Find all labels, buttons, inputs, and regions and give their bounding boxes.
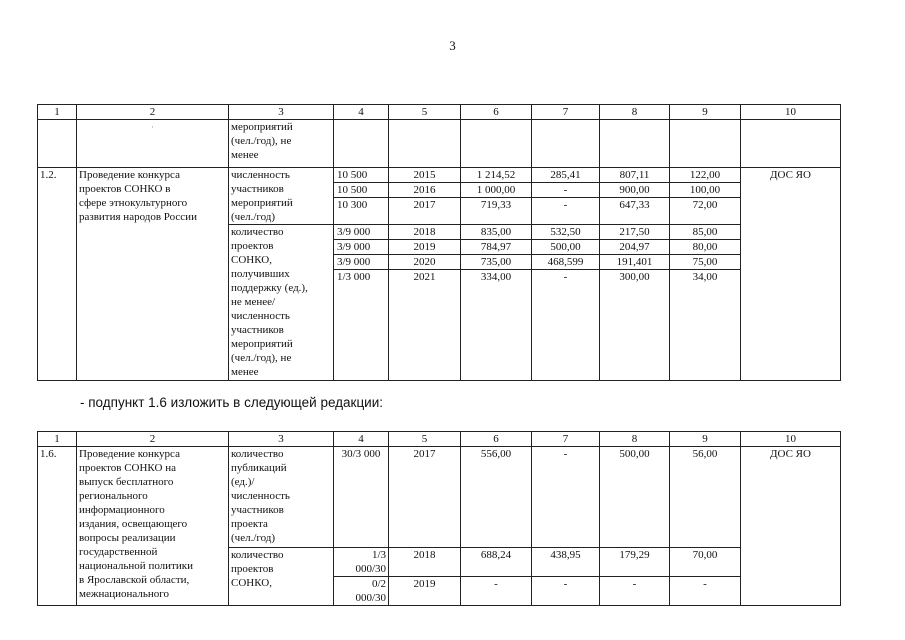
year: 2017 [413, 199, 436, 211]
target-value: 3/9 000 [334, 255, 388, 270]
regional-amount: 179,29 [600, 548, 670, 577]
total-amount: 1 214,52 [461, 168, 531, 183]
regional-amount: 647,33 [619, 199, 650, 211]
year: 2021 [413, 271, 436, 283]
federal-amount: - [563, 199, 568, 211]
other-amount: 70,00 [670, 548, 741, 577]
total-amount: 688,24 [461, 548, 532, 577]
federal-amount: - [563, 271, 568, 283]
other-amount: - [670, 577, 741, 606]
federal-amount: 532,50 [532, 225, 599, 240]
table-row-1-2 [38, 168, 841, 225]
target-value: 10 500 [334, 183, 388, 198]
year: 2015 [389, 168, 460, 183]
regional-amount: 204,97 [600, 240, 669, 255]
other-amount: 80,00 [670, 240, 740, 255]
other-amount: 56,00 [670, 447, 741, 548]
col-num: 5 [389, 105, 461, 120]
year: 2020 [389, 255, 460, 270]
col-num: 10 [741, 432, 841, 447]
other-amount: 122,00 [670, 168, 740, 183]
regional-amount: 300,00 [619, 271, 650, 283]
target-value: 10 300 [337, 199, 368, 211]
col-num: 7 [532, 432, 600, 447]
federal-amount: 285,41 [532, 168, 599, 183]
regional-amount: 807,11 [600, 168, 669, 183]
regional-amount: 500,00 [600, 447, 670, 548]
target-value: 10 500 [334, 168, 388, 183]
item-number: 1.2. [38, 168, 77, 381]
col-num: 5 [389, 432, 461, 447]
target-value: 1/3 000/30 [334, 548, 389, 577]
other-amount: 85,00 [670, 225, 740, 240]
federal-amount: - [532, 447, 600, 548]
executor: ДОС ЯО [741, 168, 841, 381]
total-amount: 784,97 [461, 240, 531, 255]
col-num: 6 [461, 432, 532, 447]
year: 2016 [389, 183, 460, 198]
total-amount: 1 000,00 [461, 183, 531, 198]
col-num: 2 [77, 105, 229, 120]
year: 2019 [389, 577, 461, 606]
amendment-note: - подпункт 1.6 изложить в следующей редакции: [80, 395, 384, 410]
federal-amount: 500,00 [532, 240, 599, 255]
federal-amount: 438,95 [532, 548, 600, 577]
year: 2017 [389, 447, 461, 548]
col-num: 8 [600, 432, 670, 447]
col-num: 3 [229, 432, 334, 447]
indicator-cell: количество проектов СОНКО, получивших поддержку (ед.), не менее/ численность участников мероприятий (чел./год), не менее [229, 225, 334, 381]
indicator-cell: мероприятий (чел./год), не менее [229, 120, 334, 168]
total-amount: 835,00 [461, 225, 531, 240]
regional-amount: 191,401 [600, 255, 669, 270]
column-numbers-row [38, 432, 841, 447]
target-value: 30/3 000 [334, 447, 389, 548]
other-amount: 75,00 [670, 255, 740, 270]
total-amount: 556,00 [461, 447, 532, 548]
item-number: 1.6. [38, 447, 77, 606]
col-num: 7 [532, 105, 600, 120]
column-numbers-row [38, 105, 841, 120]
col-num: 1 [38, 432, 77, 447]
target-value: 3/9 000 [334, 240, 388, 255]
col-num: 4 [334, 105, 389, 120]
col-num: 2 [77, 432, 229, 447]
total-amount: - [461, 577, 532, 606]
target-value: 1/3 000 [337, 271, 371, 283]
measure-name: Проведение конкурса проектов СОНКО на выпуск бесплатного регионального информационного издания, освещающего вопросы реализации государственной национальной политики в Ярославской области, межнационального [77, 447, 229, 606]
indicator-cell: количество публикаций (ед.)/ численность участников проекта (чел./год) [229, 447, 334, 548]
indicator-cell: количество проектов СОНКО, [229, 548, 334, 606]
indicator-cell: численность участников мероприятий (чел./год) [229, 168, 334, 225]
measure-name: Проведение конкурса проектов СОНКО в сфере этнокультурного развития народов России [77, 168, 229, 381]
col-num: 9 [670, 432, 741, 447]
year: 2018 [389, 548, 461, 577]
other-amount: 72,00 [692, 199, 718, 211]
total-amount: 334,00 [480, 271, 512, 283]
stray-mark: · [151, 122, 154, 132]
col-num: 1 [38, 105, 77, 120]
target-value: 0/2 000/30 [334, 577, 389, 606]
col-num: 4 [334, 432, 389, 447]
other-amount: 100,00 [670, 183, 740, 198]
col-num: 8 [600, 105, 670, 120]
federal-amount: - [532, 183, 599, 198]
page-number: 3 [449, 38, 456, 53]
table-row-1-6 [38, 447, 841, 548]
col-num: 10 [741, 105, 841, 120]
program-table-item-1-6 [37, 431, 841, 606]
col-num: 3 [229, 105, 334, 120]
year: 2019 [389, 240, 460, 255]
target-value: 3/9 000 [334, 225, 388, 240]
regional-amount: 900,00 [600, 183, 669, 198]
col-num: 6 [461, 105, 532, 120]
col-num: 9 [670, 105, 741, 120]
other-amount: 34,00 [692, 271, 718, 283]
table-row [38, 120, 841, 168]
regional-amount: - [600, 577, 670, 606]
regional-amount: 217,50 [600, 225, 669, 240]
executor: ДОС ЯО [741, 447, 841, 606]
total-amount: 735,00 [461, 255, 531, 270]
program-table-continued [37, 104, 841, 381]
federal-amount: 468,599 [532, 255, 599, 270]
federal-amount: - [532, 577, 600, 606]
total-amount: 719,33 [480, 199, 512, 211]
year: 2018 [389, 225, 460, 240]
